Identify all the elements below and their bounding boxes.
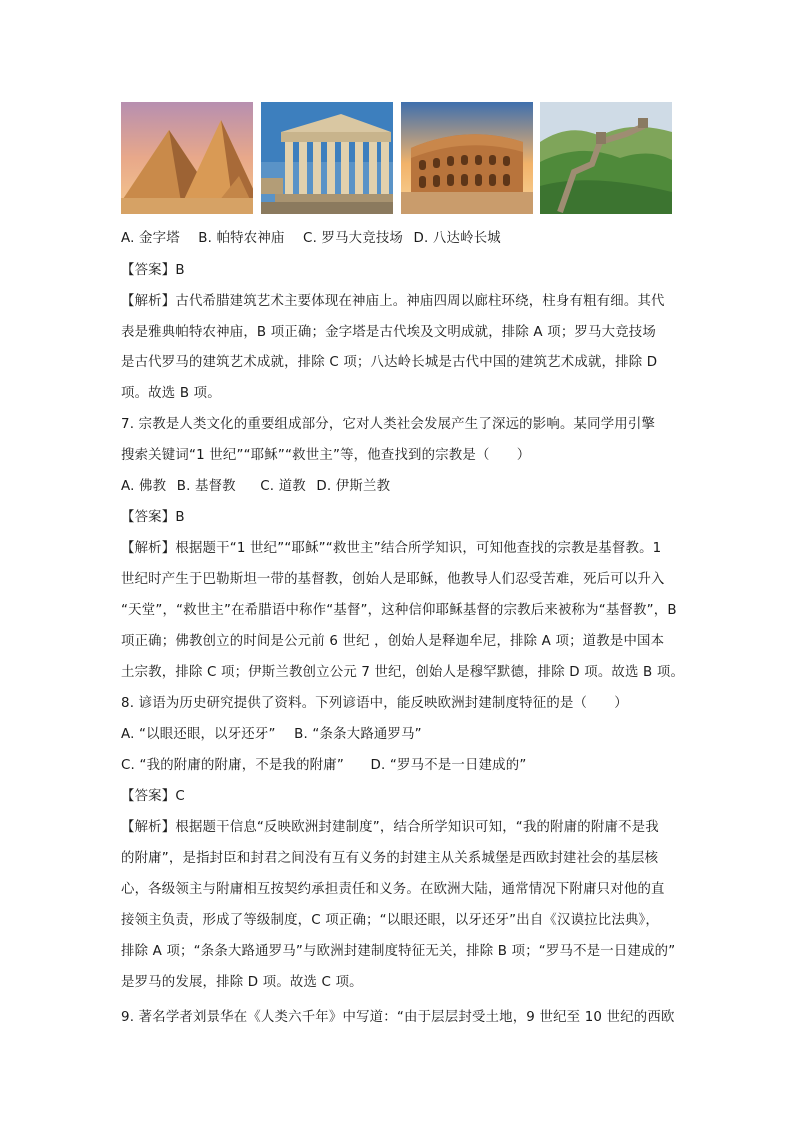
q7-analysis-line: 世纪时产生于巴勒斯坦一带的基督教，创始人是耶稣，他教导人们忍受苦难，死后可以升入	[121, 572, 665, 587]
q8-options-row-2	[121, 757, 681, 775]
q8-analysis-line: 【解析】根据题干信息“反映欧洲封建制度”，结合所学知识可知，“我的附庸的附庸不是我	[121, 820, 659, 835]
q6-analysis-line: 项。故选 B 项。	[121, 386, 221, 401]
q8-analysis-line: 心，各级领主与附庸相互按契约承担责任和义务。在欧洲大陆，通常情况下附庸只对他的直	[121, 882, 665, 897]
option-a: A. “以眼还眼，以牙还牙”	[121, 727, 276, 742]
option-a: A. 金字塔	[121, 231, 180, 246]
q8-analysis-line: 排除 A 项；“条条大路通罗马”与欧洲封建制度特征无关，排除 B 项；“罗马不是一日建成的”	[121, 944, 676, 959]
pyramids-photo	[121, 102, 253, 214]
option-c: C. “我的附庸的附庸，不是我的附庸”	[121, 758, 345, 773]
q6-answer: 【答案】B	[121, 263, 185, 278]
option-c: C. 道教	[260, 479, 306, 494]
q7-analysis-line: “天堂”，“救世主”在希腊语中称作“基督”，这种信仰耶稣基督的宗教后来被称为“基督教”，B	[121, 603, 677, 618]
image-row	[121, 102, 673, 214]
option-d: D. “罗马不是一日建成的”	[370, 758, 527, 773]
option-a: A. 佛教	[121, 479, 167, 494]
option-c: C. 罗马大竞技场	[303, 231, 404, 246]
option-b: B. “条条大路通罗马”	[294, 727, 422, 742]
q7-stem-line: 搜索关键词“1 世纪”“耶稣”“救世主”等，他查找到的宗教是（ ）	[121, 448, 531, 463]
option-b: B. 基督教	[176, 479, 236, 494]
option-d: D. 八达岭长城	[413, 231, 501, 246]
parthenon-photo	[261, 102, 393, 214]
q7-options	[121, 478, 681, 496]
colosseum-photo	[401, 102, 533, 214]
q6-analysis-line: 是古代罗马的建筑艺术成就，排除 C 项；八达岭长城是古代中国的建筑艺术成就，排除 D	[121, 355, 658, 370]
q8-analysis-line: 是罗马的发展，排除 D 项。故选 C 项。	[121, 975, 363, 990]
q7-answer: 【答案】B	[121, 510, 185, 525]
q6-analysis-line: 【解析】古代希腊建筑艺术主要体现在神庙上。神庙四周以廊柱环绕，柱身有粗有细。其代	[121, 294, 665, 309]
great-wall-photo	[540, 102, 672, 214]
q8-analysis-line: 的附庸”，是指封臣和封君之间没有互有义务的封建主从关系城堡是西欧封建社会的基层核	[121, 851, 659, 866]
option-b: B. 帕特农神庙	[198, 231, 285, 246]
q9-stem: 9. 著名学者刘景华在《人类六千年》中写道：“由于层层封受土地，9 世纪至 10 世纪的西欧	[121, 1010, 675, 1025]
q8-options-row-1	[121, 726, 681, 744]
option-d: D. 伊斯兰教	[316, 479, 391, 494]
q8-analysis-line: 接领主负责，形成了等级制度，C 项正确；“以眼还眼，以牙还牙”出自《汉谟拉比法典》，	[121, 913, 660, 928]
q8-answer: 【答案】C	[121, 789, 185, 804]
q7-analysis-line: 【解析】根据题干“1 世纪”“耶稣”“救世主”结合所学知识，可知他查找的宗教是基督教。1	[121, 541, 662, 556]
q7-stem-line: 7. 宗教是人类文化的重要组成部分，它对人类社会发展产生了深远的影响。某同学用引擎	[121, 417, 656, 432]
q6-analysis-line: 表是雅典帕特农神庙，B 项正确；金字塔是古代埃及文明成就，排除 A 项；罗马大竞技场	[121, 325, 656, 340]
q7-analysis-line: 土宗教，排除 C 项；伊斯兰教创立公元 7 世纪，创始人是穆罕默德，排除 D 项。故选 B 项。	[121, 665, 685, 680]
q8-stem: 8. 谚语为历史研究提供了资料。下列谚语中，能反映欧洲封建制度特征的是（ ）	[121, 696, 628, 711]
q7-analysis-line: 项正确；佛教创立的时间是公元前 6 世纪 ，创始人是释迦牟尼，排除 A 项；道教是中国本	[121, 634, 665, 649]
q6-options	[121, 230, 681, 248]
